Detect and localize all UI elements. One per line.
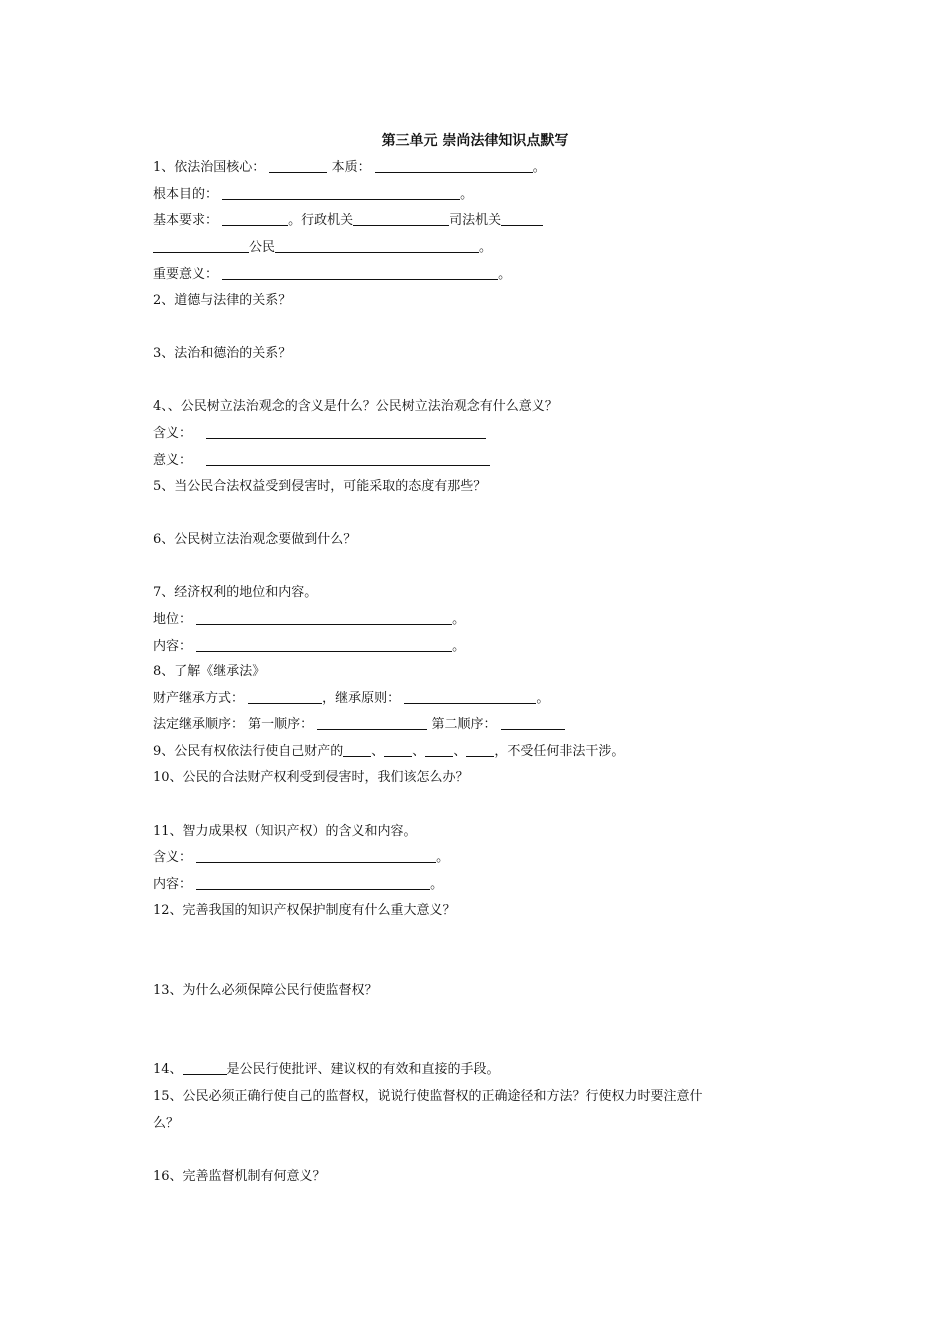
q9-sep-3: 、	[453, 744, 467, 759]
q8-second-label: 第二顺序：	[427, 717, 497, 732]
q1-purpose-end: 。	[460, 187, 474, 202]
page-title: 第三单元 崇尚法律知识点默写	[381, 133, 569, 149]
q9-blank-3[interactable]	[425, 742, 453, 757]
q9-sep-2: 、	[412, 744, 426, 759]
q7-content-end: 。	[452, 639, 466, 654]
q11-content-line	[153, 875, 443, 895]
q1-essence-blank[interactable]	[375, 158, 533, 173]
q9-blank-4[interactable]	[466, 742, 494, 757]
q8-order-label: 法定继承顺序：	[153, 717, 245, 732]
q7-content-line	[153, 637, 465, 657]
q1-end: 。	[532, 160, 546, 175]
q9-line	[153, 742, 624, 762]
q7-status-blank[interactable]	[196, 610, 452, 625]
q14-suffix: 是公民行使批评、建议权的有效和直接的手段。	[226, 1062, 500, 1077]
q1-sig-end: 。	[498, 267, 512, 282]
q1-purpose-blank[interactable]	[222, 185, 460, 200]
q7-question: 7、经济权利的地位和内容。	[153, 585, 318, 600]
q8-mode-line	[153, 689, 549, 709]
q8-first-label: 第一顺序：	[248, 717, 314, 732]
q8-question: 8、了解《继承法》	[153, 664, 266, 679]
q1-req-label: 基本要求：	[153, 213, 219, 228]
q4-meaning-line	[153, 424, 486, 444]
q13-question: 13、为什么必须保障公民行使监督权？	[153, 983, 378, 998]
q9-sep-1: 、	[371, 744, 385, 759]
q4-meaning-blank[interactable]	[206, 424, 486, 439]
q12-question: 12、完善我国的知识产权保护制度有什么重大意义？	[153, 903, 456, 918]
q11-question: 11、智力成果权（知识产权）的含义和内容。	[153, 824, 417, 839]
q8-mode-blank[interactable]	[248, 689, 322, 704]
q1-core-blank[interactable]	[269, 158, 327, 173]
q4-meaning-label: 含义：	[153, 426, 193, 441]
q1-core-label: 1、依法治国核心：	[153, 160, 266, 175]
q1-essence-label: 本质：	[331, 160, 371, 175]
q8-mode-label: 财产继承方式：	[153, 691, 245, 706]
q1-requirement-line-2	[153, 238, 492, 258]
q7-content-blank[interactable]	[196, 637, 452, 652]
q4-significance-label: 意义：	[153, 453, 193, 468]
q3-question: 3、法治和德治的关系？	[153, 346, 292, 361]
q14-prefix: 14、	[153, 1062, 183, 1077]
q1-purpose-label: 根本目的：	[153, 187, 219, 202]
q9-blank-2[interactable]	[384, 742, 412, 757]
q1-admin-label: 。行政机关	[288, 213, 354, 228]
q1-judicial-blank-cont[interactable]	[153, 238, 249, 253]
q1-sig-label: 重要意义：	[153, 267, 219, 282]
q15-question-line-1: 15、公民必须正确行使自己的监督权，说说行使监督权的正确途径和方法？行使权力时要注意什	[153, 1089, 703, 1104]
q5-question: 5、当公民合法权益受到侵害时，可能采取的态度有那些？	[153, 479, 487, 494]
q8-principle-blank[interactable]	[404, 689, 536, 704]
q1-significance-line	[153, 265, 511, 285]
q14-blank[interactable]	[183, 1060, 227, 1075]
q7-status-label: 地位：	[153, 612, 193, 627]
q11-meaning-blank[interactable]	[196, 848, 436, 863]
q7-content-label: 内容：	[153, 639, 193, 654]
q11-content-end: 。	[430, 877, 444, 892]
q1-citizen-blank[interactable]	[275, 238, 479, 253]
q1-sig-blank[interactable]	[222, 265, 498, 280]
q1-judicial-blank[interactable]	[501, 211, 543, 226]
q4-question: 4、、公民树立法治观念的含义是什么？公民树立法治观念有什么意义？	[153, 399, 558, 414]
q8-first-blank[interactable]	[317, 715, 427, 730]
q11-meaning-label: 含义：	[153, 850, 193, 865]
q16-question: 16、完善监督机制有何意义？	[153, 1169, 326, 1184]
q2-question: 2、道德与法律的关系？	[153, 293, 292, 308]
q7-status-end: 。	[452, 612, 466, 627]
q1-citizen-label: 公民	[249, 240, 276, 255]
q8-principle-label: ，继承原则：	[322, 691, 401, 706]
q9-suffix: ，不受任何非法干涉。	[494, 744, 625, 759]
q1-admin-blank[interactable]	[353, 211, 449, 226]
q14-line	[153, 1060, 500, 1080]
q8-mode-end: 。	[536, 691, 550, 706]
q1-purpose-line	[153, 185, 473, 205]
q11-content-label: 内容：	[153, 877, 193, 892]
q1-judicial-label: 司法机关	[449, 213, 502, 228]
q8-second-blank[interactable]	[501, 715, 565, 730]
q8-order-line	[153, 715, 565, 735]
q9-prefix: 9、公民有权依法行使自己财产的	[153, 744, 344, 759]
q6-question: 6、公民树立法治观念要做到什么？	[153, 532, 357, 547]
q1-req-blank[interactable]	[222, 211, 288, 226]
q4-significance-blank[interactable]	[206, 451, 490, 466]
q11-meaning-line	[153, 848, 449, 868]
q11-content-blank[interactable]	[196, 875, 430, 890]
q7-status-line	[153, 610, 465, 630]
q1-req-end: 。	[479, 240, 493, 255]
q1-requirement-line	[153, 211, 543, 231]
q15-question-line-2: 么？	[153, 1116, 180, 1131]
q4-significance-line	[153, 451, 490, 471]
q10-question: 10、公民的合法财产权利受到侵害时，我们该怎么办？	[153, 770, 469, 785]
q11-meaning-end: 。	[436, 850, 450, 865]
q9-blank-1[interactable]	[343, 742, 371, 757]
q1-core-line	[153, 158, 546, 178]
